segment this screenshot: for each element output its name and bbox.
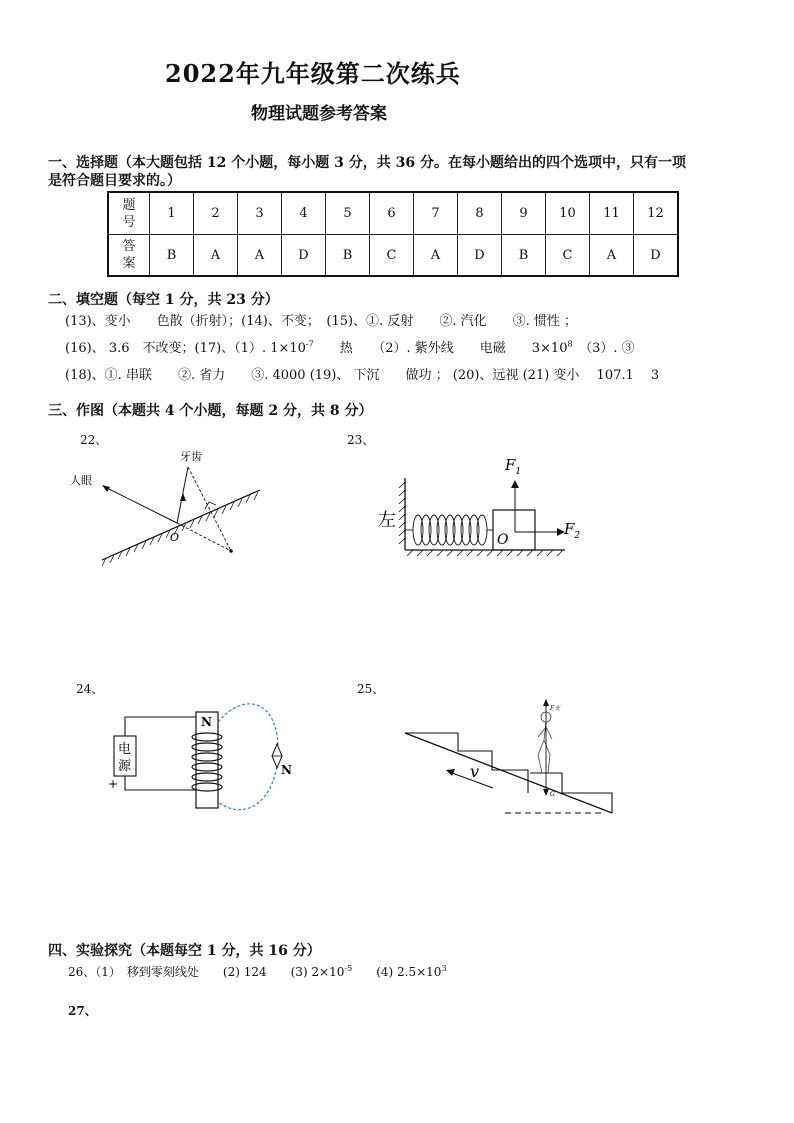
page-title: 2022年九年级第二次练兵	[165, 59, 461, 88]
section2-heading: 二、填空题（每空 1 分，共 23 分）	[48, 292, 279, 308]
table-cell: 4	[282, 192, 326, 235]
source-label-bottom: 源	[118, 759, 132, 774]
point-o-label: O	[497, 532, 509, 548]
velocity-label: v	[470, 762, 480, 781]
gravity-label: G	[550, 791, 555, 798]
table-row	[108, 235, 678, 277]
arrow-icon	[511, 480, 519, 488]
reflected-ray	[105, 487, 177, 523]
table-cell: B	[326, 235, 370, 277]
steps-lower	[530, 773, 612, 813]
table-cell: 2	[194, 192, 238, 235]
table-cell: 6	[370, 192, 414, 235]
tooth-label: 牙齿	[180, 450, 202, 463]
q24-number: 24、	[76, 682, 104, 696]
q25-escalator-diagram	[400, 695, 620, 820]
q22-number: 22、	[80, 433, 108, 447]
q23-number: 23、	[347, 433, 375, 447]
table-cell: A	[194, 235, 238, 277]
north-pole-label: N	[201, 715, 212, 729]
q25-number: 25、	[357, 682, 385, 696]
page-subtitle: 物理试题参考答案	[251, 104, 387, 124]
section4-heading: 四、实验探究（本题每空 1 分，共 16 分）	[48, 943, 321, 959]
table-cell: 1	[150, 192, 194, 235]
needle-n-label: N	[281, 763, 292, 777]
mirror-hatch	[102, 492, 258, 566]
row-header-answer: 答案	[108, 235, 150, 277]
table-cell: B	[150, 235, 194, 277]
table-cell: C	[370, 235, 414, 277]
fill-line-2: (16)、 3.6 不改变；(17)、（1）. $1\times 10^{-7}$ 热 （2）. 紫外线 电磁 $3\times 10^8$ （3）. ③	[65, 339, 635, 356]
table-cell: 5	[326, 192, 370, 235]
table-cell: A	[238, 235, 282, 277]
arrow-icon	[543, 789, 549, 796]
table-cell: 3	[238, 192, 282, 235]
table-cell: 10	[546, 192, 590, 235]
source-label-top: 电	[118, 742, 132, 757]
person-figure	[538, 712, 552, 773]
row-header-number: 题号	[108, 192, 150, 235]
image-point	[229, 549, 233, 553]
support-force-label: F支	[550, 705, 561, 712]
answer-table	[107, 191, 679, 277]
force2-label: $F_2$	[564, 520, 581, 541]
escalator-slope	[405, 733, 612, 813]
table-cell: 11	[590, 192, 634, 235]
table-cell: D	[282, 235, 326, 277]
q23-spring-diagram	[375, 450, 595, 565]
table-cell: 12	[634, 192, 679, 235]
ground-hatch	[407, 550, 563, 556]
q24-electromagnet-diagram	[100, 692, 320, 822]
table-cell: A	[414, 235, 458, 277]
q22-reflection-diagram	[70, 445, 270, 570]
wall-hatch	[399, 482, 405, 544]
left-label: 左	[378, 510, 396, 531]
table-cell: 8	[458, 192, 502, 235]
fill-line-1: (13)、变小 色散（折射）；(14)、不变； (15)、①. 反射 ②. 汽化 ③. 惯性 ；	[65, 314, 577, 329]
table-cell: A	[590, 235, 634, 277]
q27-number: 27、	[68, 1004, 97, 1018]
plus-label: +	[108, 777, 119, 791]
dashed-line	[177, 523, 231, 551]
section1-heading-line1: 一、选择题（本大题包括 12 个小题，每小题 3 分，共 36 分。在每小题给出的四个选项中，只有一项	[48, 155, 686, 171]
table-cell: D	[458, 235, 502, 277]
force1-label: $F_1$	[505, 456, 522, 477]
table-cell: C	[546, 235, 590, 277]
arrow-icon	[543, 699, 549, 706]
table-cell: 9	[502, 192, 546, 235]
arrow-icon	[180, 493, 186, 501]
table-cell: 7	[414, 192, 458, 235]
table-cell: B	[502, 235, 546, 277]
fill-line-3: (18)、①. 串联 ②. 省力 ③. 4000 (19)、 下沉 做功 ； (20)、远视 (21) 变小 107.1 3	[65, 368, 660, 383]
arrow-icon	[102, 485, 110, 492]
spring	[405, 515, 493, 545]
arrow-icon	[446, 769, 455, 776]
table-row	[108, 192, 678, 235]
q26-answer: 26、（1） 移到零刻线处 (2) 124 (3) $2\times 10^{-5}$ (4) $2.5\times 10^3$	[68, 964, 447, 979]
section3-heading: 三、作图（本题共 4 个小题，每题 2 分，共 8 分）	[48, 403, 373, 419]
section1-heading-line2: 是符合题目要求的。）	[48, 173, 181, 189]
eye-label: 人眼	[70, 474, 92, 487]
point-o-label: O	[170, 531, 180, 544]
field-line	[218, 704, 278, 810]
table-cell: D	[634, 235, 679, 277]
